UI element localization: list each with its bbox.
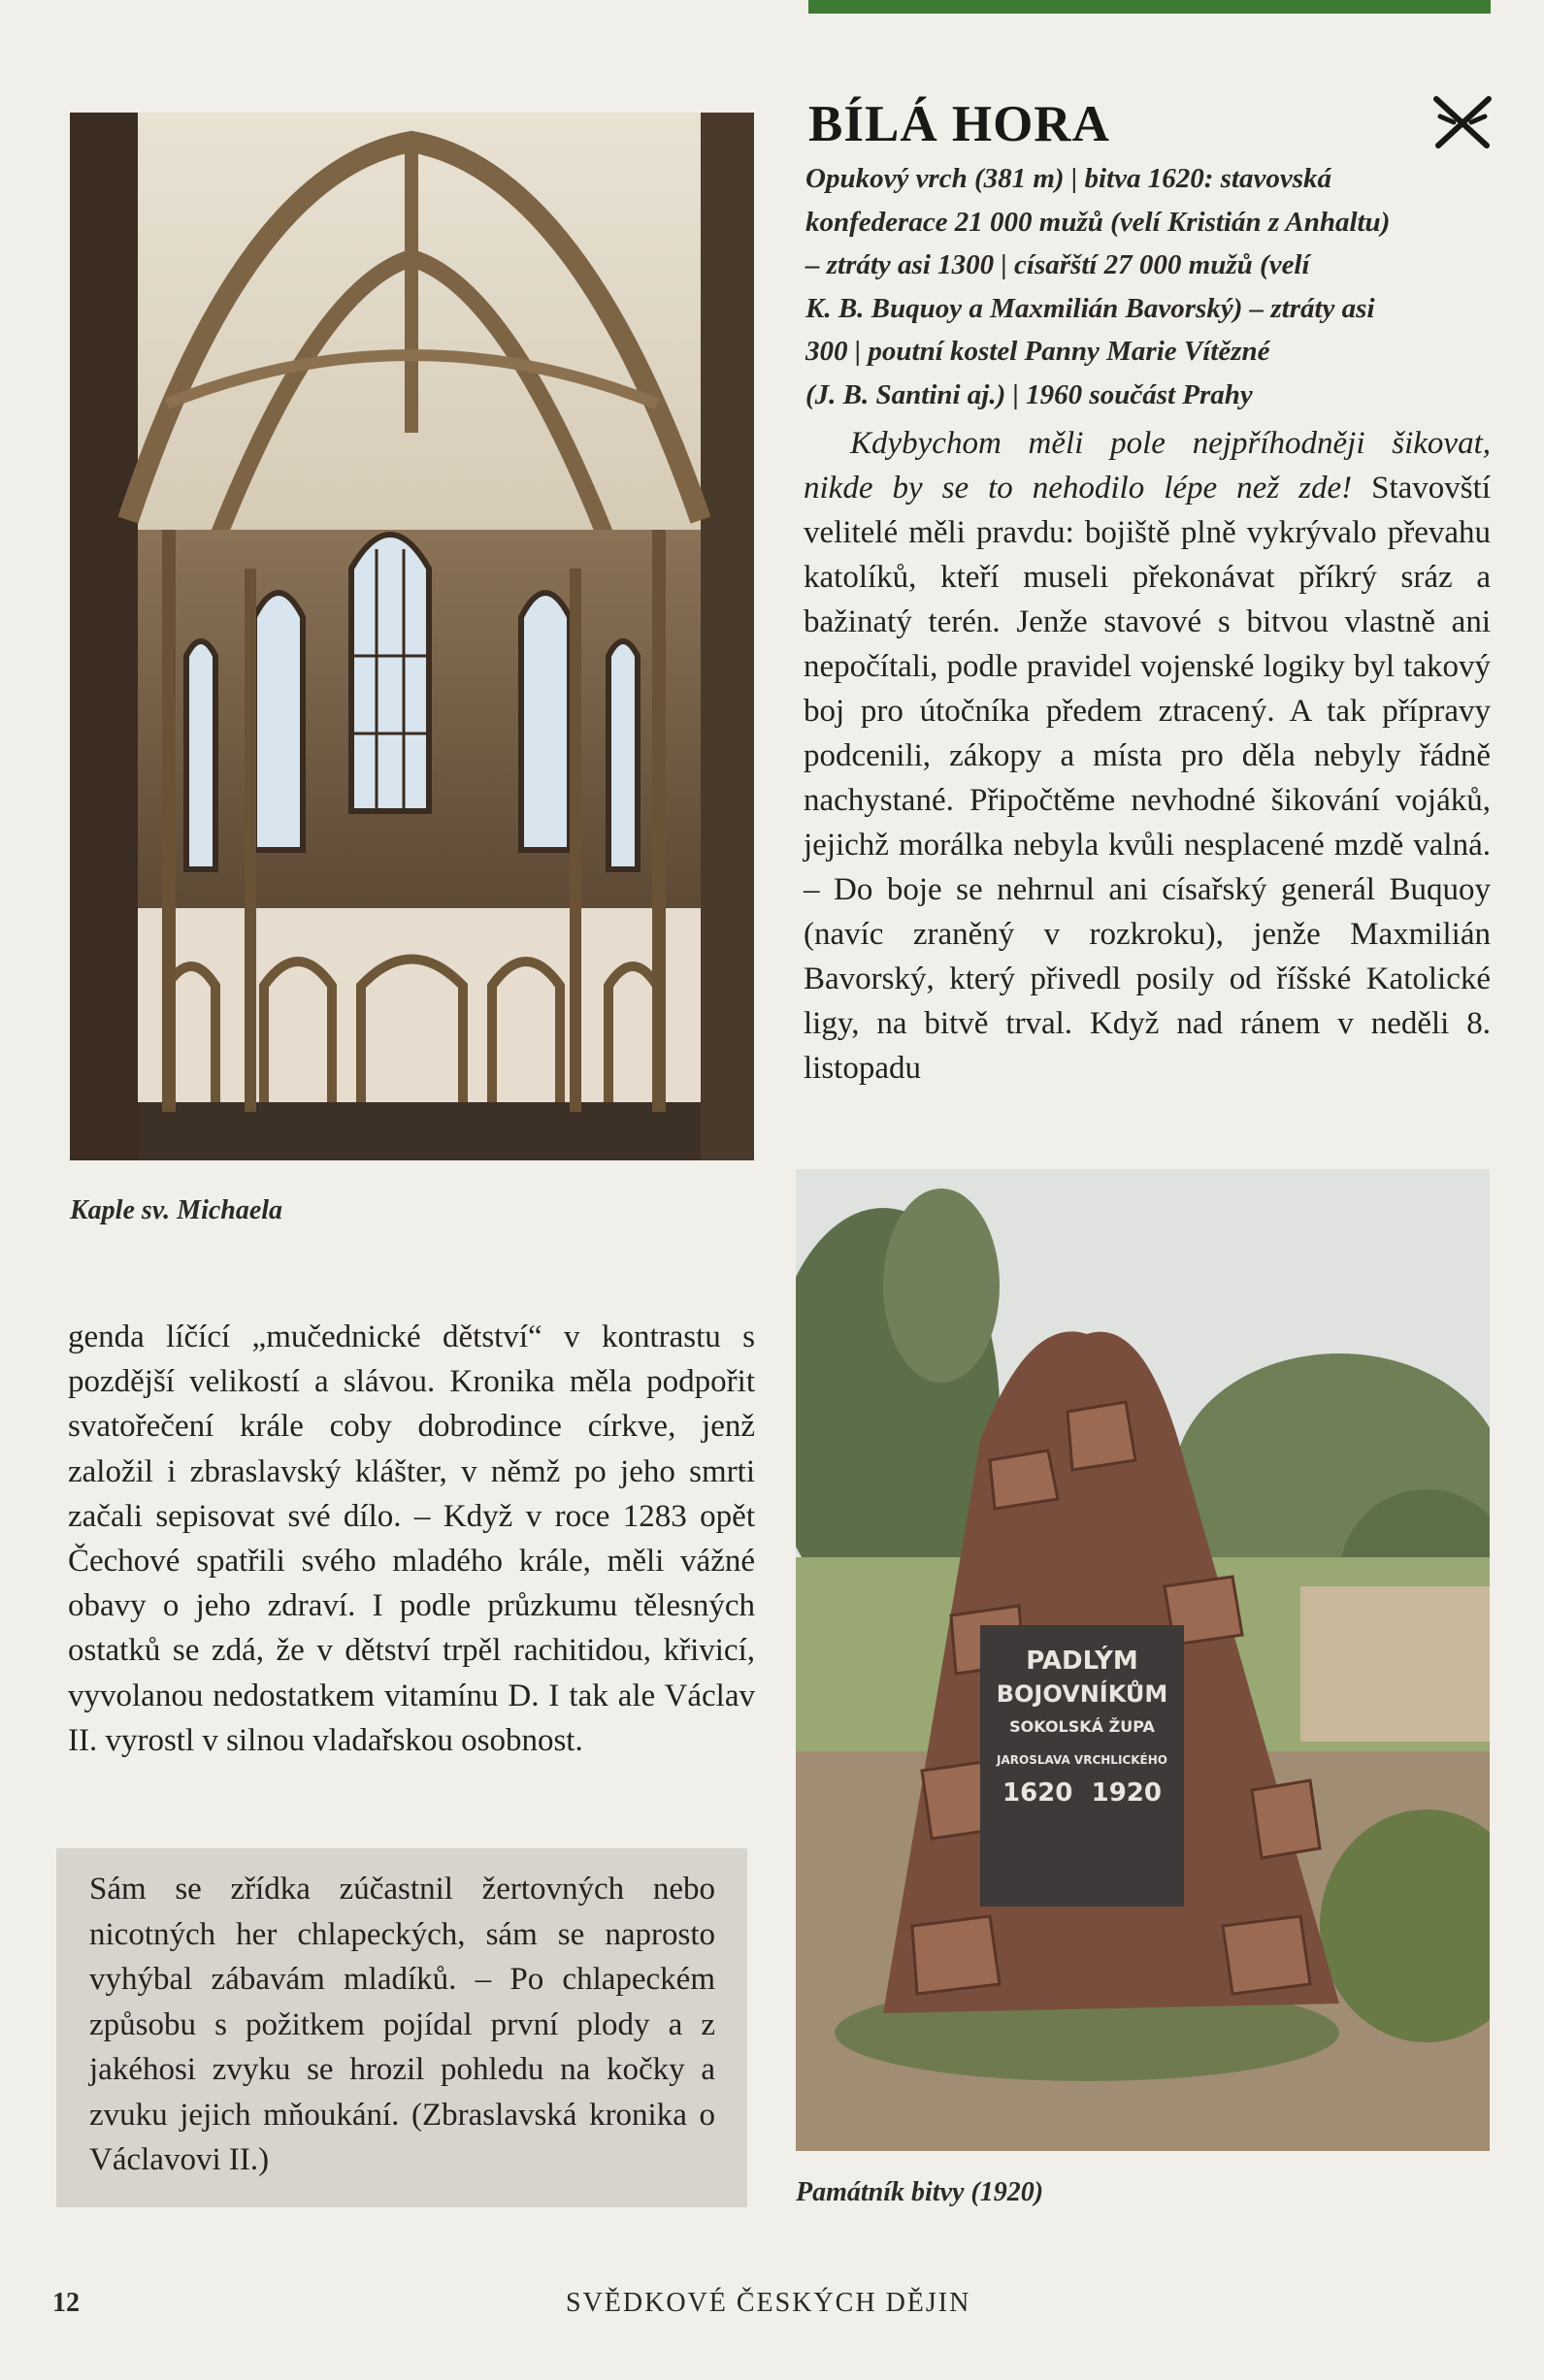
- meta-line: (J. B. Santini aj.) | 1960 součást Prahy: [805, 378, 1253, 410]
- meta-line: Opukový vrch (381 m) | bitva 1620: stavovská: [805, 163, 1331, 194]
- article-body-text: Stavovští velitelé měli pravdu: bojiště plně vykrývalo převahu katolíků, kteří museli překonávat příkrý sráz a bažinatý terén. Jenže stavové s bitvou vlastně ani nepočítali, podle pravidel vojenské logiky byl takový boj pro útočníka předem ztracený. A tak přípravy podcenili, zákopy a místa pro děla nebyly řádně nachystané. Připočtěme nevhodné šikování vojáků, jejichž morálka nebyla kvůli nesplacené mzdě valná. – Do boje se nehrnul ani císařský generál Buquoy (navíc zraněný v rozkroku), jenže Maxmilián Bavorský, který přivedl posily od říšské Katolické ligy, na bitvě trval. Když nad ránem v neděli 8. listopadu: [804, 471, 1491, 1086]
- article-title: BÍLÁ HORA: [808, 96, 1110, 152]
- meta-line: K. B. Buquoy a Maxmilián Bavorský) – ztráty asi: [805, 292, 1375, 324]
- chapel-photo: [70, 113, 754, 1160]
- crossed-swords-icon: [1429, 93, 1496, 151]
- plaque-line: SOKOLSKÁ ŽUPA: [1009, 1717, 1155, 1736]
- article-paragraph: [804, 421, 1491, 1091]
- meta-line: 300 | poutní kostel Panny Marie Vítězné: [805, 336, 1270, 367]
- top-color-bar: [808, 0, 1491, 14]
- memorial-plaque: [995, 1645, 1169, 1809]
- memorial-caption: Památník bitvy (1920): [796, 2177, 1044, 2207]
- meta-line: konfederace 21 000 mužů (velí Kristián z Anhaltu): [805, 206, 1391, 238]
- lead-quote: Kdybychom měli pole nejpříhodněji šikovat, nikde by se to nehodilo lépe než zde!: [804, 426, 1491, 505]
- article-meta: [805, 157, 1495, 416]
- chapel-caption: Kaple sv. Michaela: [70, 1195, 283, 1225]
- sidebar-quote: Sám se zřídka zúčastnil žertovných nebo nicotných her chlapeckých, sám se naprosto vyhýbal zábavám mladíků. – Po chlapeckém způsobu s požitkem pojídal první plody a z jakéhosi zvyku se hrozil pohledu na kočky a zvuku jejich mňoukání. (Zbraslavská kronika o Václavovi II.): [89, 1872, 715, 2177]
- plaque-line: JAROSLAVA VRCHLICKÉHO: [997, 1753, 1167, 1767]
- memorial-photo: [796, 1169, 1490, 2151]
- meta-line: – ztráty asi 1300 | císařští 27 000 mužů (velí: [805, 249, 1310, 280]
- article-body: [804, 421, 1491, 1091]
- continuation-text: genda líčící „mučednické dětství“ v kontrastu s pozdější velikostí a slávou. Kronika měla podpořit svatořečení krále coby dobrodince církve, jenž založil i zbraslavský klášter, v němž po jeho smrti začali sepisovat své dílo. – Když v roce 1283 opět Čechové spatřili svého mladého krále, měli vážné obavy o jeho zdraví. I podle průzkumu tělesných ostatků se zdá, že v dětství trpěl rachitidou, křivicí, vyvolanou nedostatkem vitamínu D. I tak ale Václav II. vyrostl v silnou vladařskou osobnost.: [68, 1320, 755, 1758]
- plaque-year: 1620: [1002, 1778, 1073, 1808]
- running-head: SVĚDKOVÉ ČESKÝCH DĚJIN: [566, 2288, 971, 2318]
- plaque-line: PADLÝM: [1026, 1646, 1138, 1676]
- page-number: 12: [52, 2288, 80, 2318]
- plaque-year: 1920: [1091, 1778, 1162, 1808]
- plaque-years: [995, 1777, 1169, 1809]
- plaque-line: BOJOVNÍKŮM: [996, 1680, 1168, 1708]
